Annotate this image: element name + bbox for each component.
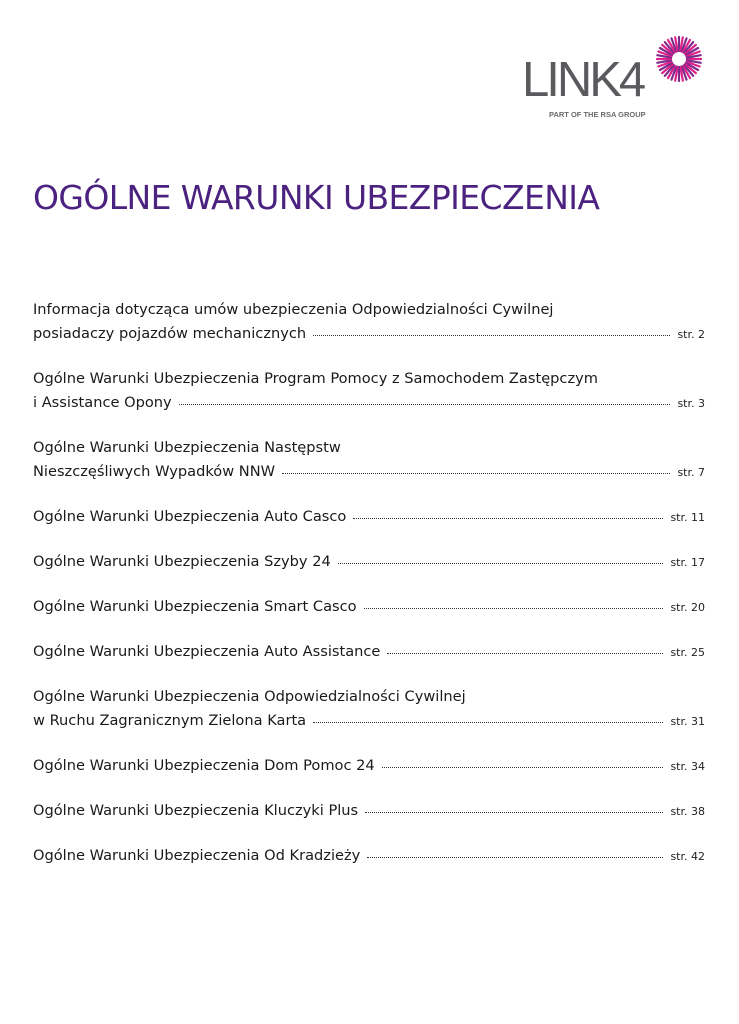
toc-entry-line xyxy=(33,367,705,391)
page-title: OGÓLNE WARUNKI UBEZPIECZENIA xyxy=(33,178,600,217)
toc-entry-line xyxy=(33,640,705,665)
toc-dot-leader xyxy=(364,608,664,609)
toc-entry-title: Nieszczęśliwych Wypadków NNW xyxy=(33,463,276,480)
toc-entry xyxy=(33,298,705,347)
toc-entry-line xyxy=(33,460,705,485)
toc-entry-title: Ogólne Warunki Ubezpieczenia Smart Casco xyxy=(33,598,357,615)
toc-dot-leader xyxy=(353,518,663,519)
toc-dot-leader xyxy=(313,722,663,723)
toc-entry xyxy=(33,754,705,779)
logo-tagline: PART OF THE RSA GROUP xyxy=(549,110,646,119)
toc-page-number: str. 31 xyxy=(670,715,705,728)
toc-entry xyxy=(33,550,705,575)
toc-entry-line xyxy=(33,709,705,734)
toc-entry-line xyxy=(33,391,705,416)
toc-entry-title: Ogólne Warunki Ubezpieczenia Kluczyki Plus xyxy=(33,802,359,819)
toc-entry-title: Ogólne Warunki Ubezpieczenia Auto Assistance xyxy=(33,643,381,660)
toc-entry-title: Ogólne Warunki Ubezpieczenia Odpowiedzialności Cywilnej xyxy=(33,688,466,705)
toc-entry-line xyxy=(33,685,705,709)
toc-entry-title: Ogólne Warunki Ubezpieczenia Program Pomocy z Samochodem Zastępczym xyxy=(33,370,598,387)
toc-dot-leader xyxy=(382,767,664,768)
toc-dot-leader xyxy=(282,473,670,474)
toc-entry xyxy=(33,844,705,869)
toc-entry xyxy=(33,367,705,416)
toc-entry-line xyxy=(33,436,705,460)
toc-page-number: str. 3 xyxy=(677,397,705,410)
toc-entry-title: Ogólne Warunki Ubezpieczenia Auto Casco xyxy=(33,508,347,525)
toc-page-number: str. 42 xyxy=(670,850,705,863)
toc-entry xyxy=(33,685,705,734)
link4-logo xyxy=(522,36,702,122)
toc-page-number: str. 2 xyxy=(677,328,705,341)
toc-dot-leader xyxy=(365,812,663,813)
toc-entry xyxy=(33,640,705,665)
toc-page-number: str. 34 xyxy=(670,760,705,773)
toc-entry xyxy=(33,505,705,530)
toc-entry-line xyxy=(33,754,705,779)
toc-entry xyxy=(33,595,705,620)
toc-dot-leader xyxy=(338,563,664,564)
toc-page-number: str. 17 xyxy=(670,556,705,569)
toc-entry xyxy=(33,436,705,485)
toc-dot-leader xyxy=(179,404,671,405)
toc-entry-title: w Ruchu Zagranicznym Zielona Karta xyxy=(33,712,307,729)
toc-entry-line xyxy=(33,799,705,824)
logo-wordmark: LINK4 xyxy=(522,53,644,107)
toc-entry-title: Ogólne Warunki Ubezpieczenia Od Kradzieży xyxy=(33,847,361,864)
toc-entry-title: Informacja dotycząca umów ubezpieczenia Odpowiedzialności Cywilnej xyxy=(33,301,554,318)
toc-entry-title: i Assistance Opony xyxy=(33,394,172,411)
toc-entry-line xyxy=(33,595,705,620)
sunburst-icon xyxy=(656,36,702,82)
toc-entry xyxy=(33,799,705,824)
toc-entry-line xyxy=(33,844,705,869)
toc-entry-line xyxy=(33,505,705,530)
toc-dot-leader xyxy=(387,653,663,654)
toc-entry-line xyxy=(33,298,705,322)
toc-entry-title: Ogólne Warunki Ubezpieczenia Dom Pomoc 24 xyxy=(33,757,375,774)
toc-entry-title: posiadaczy pojazdów mechanicznych xyxy=(33,325,307,342)
toc-page-number: str. 25 xyxy=(670,646,705,659)
toc-page-number: str. 7 xyxy=(677,466,705,479)
toc-dot-leader xyxy=(367,857,663,858)
toc-entry-title: Ogólne Warunki Ubezpieczenia Następstw xyxy=(33,439,341,456)
table-of-contents xyxy=(33,298,705,889)
toc-page-number: str. 38 xyxy=(670,805,705,818)
toc-page-number: str. 11 xyxy=(670,511,705,524)
toc-entry-line xyxy=(33,322,705,347)
toc-page-number: str. 20 xyxy=(670,601,705,614)
toc-entry-line xyxy=(33,550,705,575)
toc-dot-leader xyxy=(313,335,670,336)
toc-entry-title: Ogólne Warunki Ubezpieczenia Szyby 24 xyxy=(33,553,331,570)
